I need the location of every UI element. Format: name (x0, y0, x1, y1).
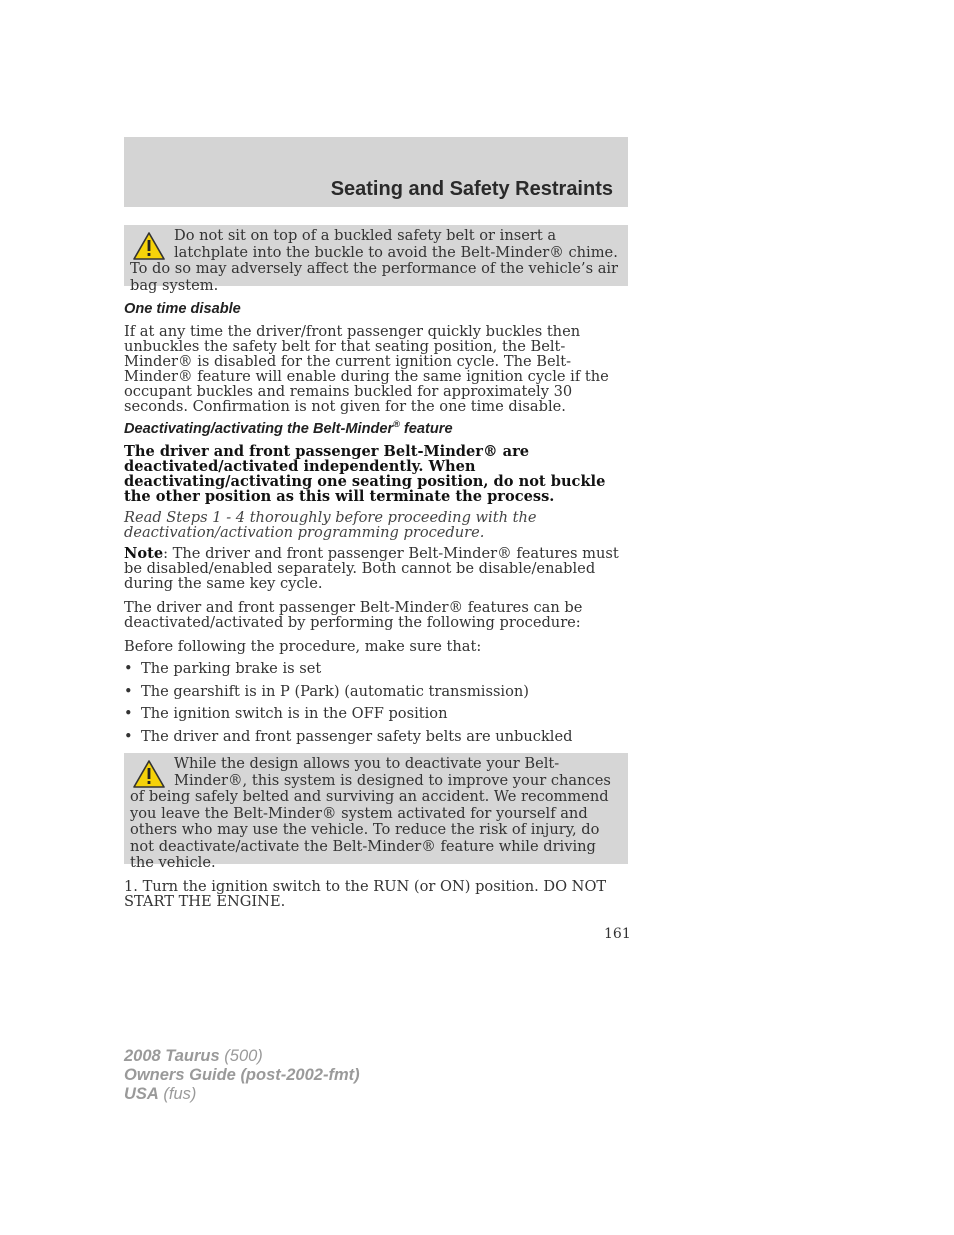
heading-one-time-disable: One time disable (124, 301, 241, 317)
before-procedure-paragraph: Before following the procedure, make sure that: (124, 638, 482, 655)
heading-deactivating-text: Deactivating/activating the Belt-Minder (124, 421, 394, 437)
bullet-text: The parking brake is set (141, 660, 322, 677)
warning-triangle-icon (132, 759, 166, 789)
paragraph-one-time-disable: If at any time the driver/front passenger quickly buckles then unbuckles the safety belt for that seating position, the Belt-Minder® is disabled for the current ignition cycle. The Belt-Minder® feature will enable during the same ignition cycle if the occupant buckles and remains buckled for approximately 30 seconds. Confirmation is not given for the one time disable. (124, 323, 609, 415)
warning-box-2 (124, 753, 628, 871)
step-1: 1. Turn the ignition switch to the RUN (or ON) position. DO NOT START THE ENGINE. (124, 878, 607, 910)
footer-model-code: (500) (219, 1047, 263, 1065)
document-footer (124, 1047, 360, 1104)
header-band (124, 137, 628, 207)
bold-intro-paragraph: The driver and front passenger Belt-Minder® are deactivated/activated independently. When deactivating/activating one seating position, do not buckle the other position as this will terminate the process. (124, 443, 606, 505)
bullet-icon: • (124, 683, 133, 700)
list-item (124, 729, 572, 744)
warning-box-1 (124, 225, 628, 294)
bullet-text: The ignition switch is in the OFF position (141, 705, 448, 722)
list-item (124, 661, 321, 676)
heading-deactivating-suffix: feature (399, 421, 453, 437)
page-number: 161 (604, 926, 631, 942)
list-item (124, 684, 529, 699)
bullet-text: The gearshift is in P (Park) (automatic transmission) (141, 683, 529, 700)
bullet-icon: • (124, 705, 133, 722)
warning-text-2: While the design allows you to deactivate your Belt-Minder®, this system is designed to improve your chances of being safely belted and surviving an accident. We recommend you leave the Belt-Minder® system activated for yourself and others who may use the vehicle. To reduce the risk of injury, do not deactivate/activate the Belt-Minder® feature while driving the vehicle. (130, 755, 611, 871)
page-section-title: Seating and Safety Restraints (330, 178, 613, 200)
footer-model: 2008 Taurus (124, 1047, 220, 1065)
note-label: Note (124, 545, 164, 562)
italic-instruction: Read Steps 1 - 4 thoroughly before proceeding with the deactivation/activation programming procedure. (124, 509, 537, 541)
note-text: : The driver and front passenger Belt-Minder® features must be disabled/enabled separately. Both cannot be disable/enabled during the same key cycle. (124, 545, 619, 592)
bullet-text: The driver and front passenger safety belts are unbuckled (141, 728, 573, 745)
note-paragraph (124, 546, 628, 591)
footer-market: USA (124, 1085, 159, 1103)
list-item (124, 706, 447, 721)
registered-mark: ® (393, 419, 400, 430)
footer-market-code: (fus) (158, 1085, 197, 1103)
footer-guide: Owners Guide (post-2002-fmt) (124, 1066, 360, 1084)
warning-triangle-icon (132, 231, 166, 261)
heading-deactivating (124, 421, 453, 437)
bullet-icon: • (124, 728, 133, 745)
warning-text-1: Do not sit on top of a buckled safety belt or insert a latchplate into the buckle to avoid the Belt-Minder® chime. To do so may adversely affect the performance of the vehicle’s air bag system. (130, 227, 619, 294)
bullet-icon: • (124, 660, 133, 677)
procedure-paragraph: The driver and front passenger Belt-Minder® features can be deactivated/activated by performing the following procedure: (124, 599, 583, 631)
